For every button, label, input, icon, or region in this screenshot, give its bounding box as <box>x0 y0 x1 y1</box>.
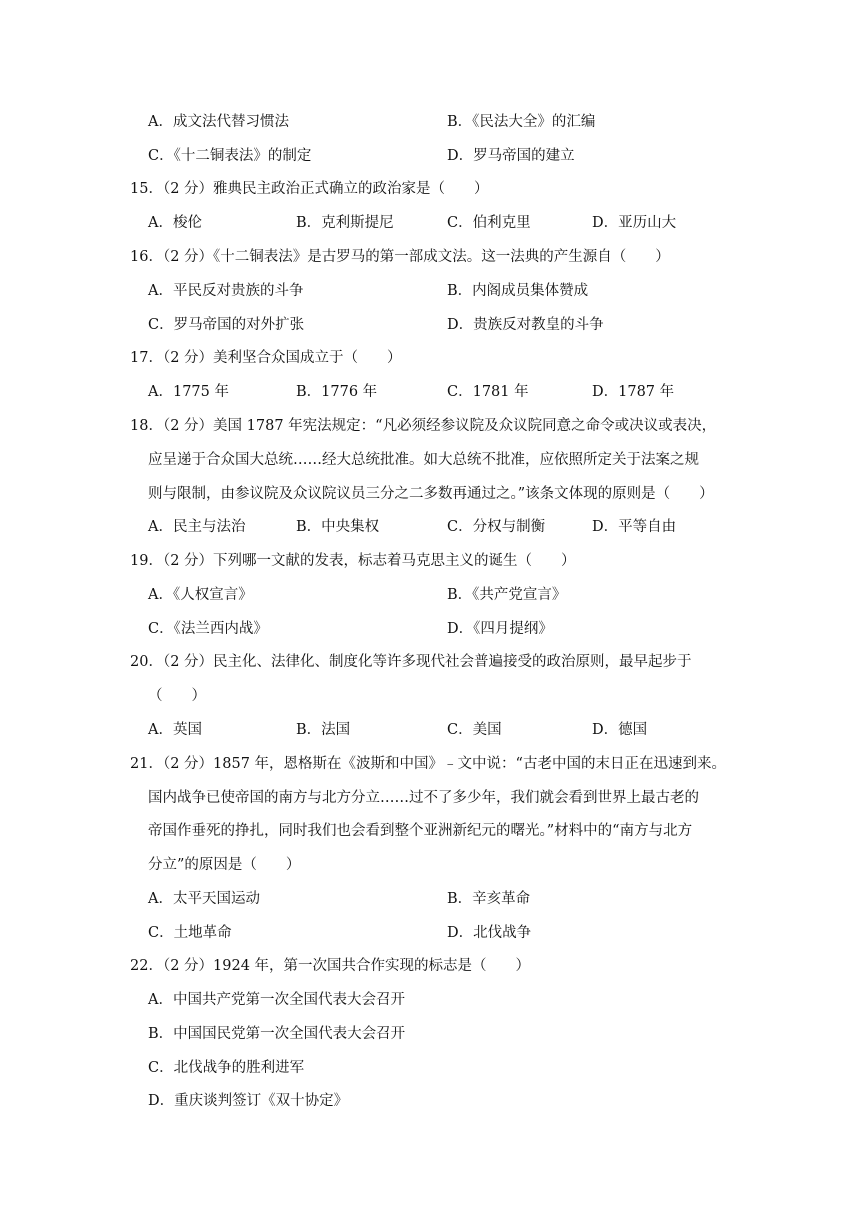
q15-option-d[interactable]: D．亚历山大 <box>592 215 677 231</box>
q22-option-c[interactable]: C．北伐战争的胜利进军 <box>148 1060 305 1076</box>
q19-option-c[interactable]: C．《法兰西内战》 <box>148 621 268 637</box>
q18-option-c[interactable]: C．分权与制衡 <box>447 519 546 535</box>
q20-option-a[interactable]: A．英国 <box>148 722 202 738</box>
q17-option-a[interactable]: A．1775 年 <box>148 384 229 400</box>
q22-option-d[interactable]: D．重庆谈判签订《双十协定》 <box>148 1093 349 1109</box>
q20-stem-line-1: 20．（2 分）民主化、法律化、制度化等许多现代社会普遍接受的政治原则，最早起步于 <box>130 654 692 670</box>
q22-option-a[interactable]: A．中国共产党第一次全国代表大会召开 <box>148 992 405 1008</box>
q16-stem: 16．（2 分）《十二铜表法》是古罗马的第一部成文法。这一法典的产生源自（ ） <box>130 249 670 265</box>
q21-stem-line-1: 21．（2 分）1857 年，恩格斯在《波斯和中国》﹣文中说：“古老中国的末日正在迅速到来。 <box>130 756 726 772</box>
q18-option-d[interactable]: D．平等自由 <box>592 519 677 535</box>
q17-stem: 17．（2 分）美利坚合众国成立于（ ） <box>130 350 402 366</box>
q17-option-d[interactable]: D．1787 年 <box>592 384 675 400</box>
q17-option-c[interactable]: C．1781 年 <box>447 384 529 400</box>
q21-stem-line-2: 国内战争已使帝国的南方与北方分立……过不了多少年，我们就会看到世界上最古老的 <box>148 790 699 806</box>
q15-option-a[interactable]: A．梭伦 <box>148 215 202 231</box>
q19-option-a[interactable]: A．《人权宣言》 <box>148 587 253 603</box>
q21-stem-line-3: 帝国作垂死的挣扎，同时我们也会看到整个亚洲新纪元的曙光。”材料中的“南方与北方 <box>148 823 693 839</box>
q16-option-c[interactable]: C．罗马帝国的对外扩张 <box>148 317 305 333</box>
q22-option-b[interactable]: B．中国国民党第一次全国代表大会召开 <box>148 1026 406 1042</box>
q18-stem-line-2: 应呈递于合众国大总统……经大总统批准。如大总统不批准，应依照所定关于法案之规 <box>148 452 699 468</box>
q20-option-d[interactable]: D．德国 <box>592 722 648 738</box>
q21-option-b[interactable]: B．辛亥革命 <box>447 891 531 907</box>
q20-option-c[interactable]: C．美国 <box>447 722 502 738</box>
q14-option-c[interactable]: C．《十二铜表法》的制定 <box>148 148 312 164</box>
q22-stem: 22．（2 分）1924 年，第一次国共合作实现的标志是（ ） <box>130 958 531 974</box>
q18-option-a[interactable]: A．民主与法治 <box>148 519 246 535</box>
q18-stem-line-1: 18．（2 分）美国 1787 年宪法规定：“凡必须经参议院及众议院同意之命令或决议或表决， <box>130 418 717 434</box>
q21-option-c[interactable]: C．土地革命 <box>148 925 232 941</box>
q15-option-c[interactable]: C．伯利克里 <box>447 215 531 231</box>
q21-option-d[interactable]: D．北伐战争 <box>447 925 532 941</box>
q18-stem-line-3: 则与限制，由参议院及众议院议员三分之二多数再通过之。”该条文体现的原则是（ ） <box>148 486 714 502</box>
q21-stem-line-4: 分立”的原因是（ ） <box>148 857 301 873</box>
q14-option-b[interactable]: B．《民法大全》的汇编 <box>447 114 596 130</box>
q21-option-a[interactable]: A．太平天国运动 <box>148 891 260 907</box>
q20-option-b[interactable]: B．法国 <box>296 722 351 738</box>
q16-option-d[interactable]: D．贵族反对教皇的斗争 <box>447 317 604 333</box>
q16-option-b[interactable]: B．内阁成员集体赞成 <box>447 283 589 299</box>
q19-option-d[interactable]: D．《四月提纲》 <box>447 621 553 637</box>
q14-option-a[interactable]: A．成文法代替习惯法 <box>148 114 289 130</box>
q19-stem: 19．（2 分）下列哪一文献的发表，标志着马克思主义的诞生（ ） <box>130 553 576 569</box>
q20-stem-line-2: （ ） <box>148 688 206 704</box>
q15-option-b[interactable]: B．克利斯提尼 <box>296 215 394 231</box>
q18-option-b[interactable]: B．中央集权 <box>296 519 380 535</box>
q19-option-b[interactable]: B．《共产党宣言》 <box>447 587 567 603</box>
q14-option-d[interactable]: D．罗马帝国的建立 <box>447 148 575 164</box>
q15-stem: 15．（2 分）雅典民主政治正式确立的政治家是（ ） <box>130 181 489 197</box>
q16-option-a[interactable]: A．平民反对贵族的斗争 <box>148 283 304 299</box>
q17-option-b[interactable]: B．1776 年 <box>296 384 378 400</box>
